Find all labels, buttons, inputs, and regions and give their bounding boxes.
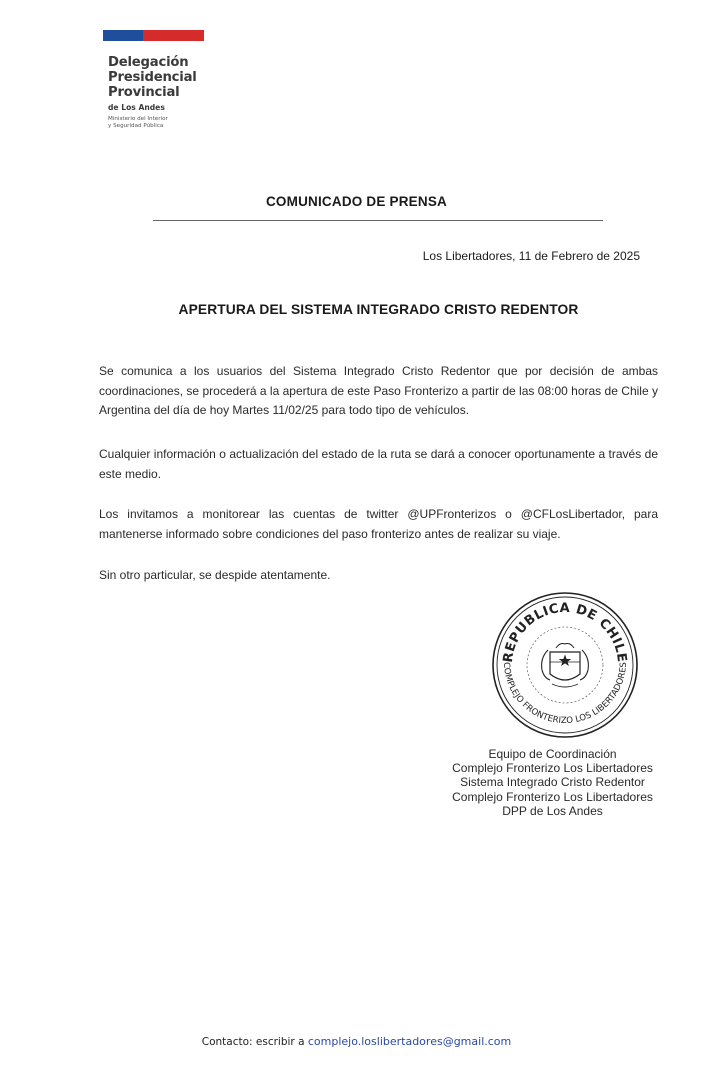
signature-block <box>440 747 665 818</box>
paragraph-3: Los invitamos a monitorear las cuentas de twitter @UPFronterizos o @CFLosLibertador, para mantenerse informado sobre condiciones del paso fronterizo antes de realizar su viaje. <box>99 507 658 541</box>
paragraph-2: Cualquier información o actualización del estado de la ruta se dará a conocer oportunamente a través de este medio. <box>99 447 658 481</box>
contact-email-link[interactable]: complejo.loslibertadores@gmail.com <box>307 1035 512 1048</box>
signature-line-2: Complejo Fronterizo Los Libertadores <box>452 761 653 776</box>
org-logo-text <box>108 55 197 130</box>
signature-line-5: DPP de Los Andes <box>502 803 603 818</box>
svg-text:COMPLEJO FRONTERIZO LOS LIBERT: COMPLEJO FRONTERIZO LOS LIBERTADORES <box>500 661 630 727</box>
footer-contact <box>0 1035 713 1048</box>
ministry-line-2: y Seguridad Pública <box>108 123 164 129</box>
svg-text:REPUBLICA DE CHILE: REPUBLICA DE CHILE <box>500 600 630 664</box>
org-sub: de Los Andes <box>108 103 165 112</box>
signature-line-1: Equipo de Coordinación <box>488 747 617 761</box>
signature-line-3: Sistema Integrado Cristo Redentor <box>460 775 645 790</box>
document-date: Los Libertadores, 11 de Febrero de 2025 <box>422 249 640 263</box>
title-divider <box>153 220 603 221</box>
official-seal-stamp <box>490 590 640 740</box>
signature-line-4: Complejo Fronterizo Los Libertadores <box>452 789 653 804</box>
contact-label: Contacto: escribir a <box>201 1036 305 1048</box>
paragraph-4: Sin otro particular, se despide atentamente. <box>99 568 331 582</box>
org-line-1: Delegación <box>108 55 189 70</box>
flag-red-stripe <box>143 30 204 41</box>
ministry-line-1: Ministerio del Interior <box>108 116 168 122</box>
document-subject: APERTURA DEL SISTEMA INTEGRADO CRISTO REDENTOR <box>178 302 579 317</box>
document-title: COMUNICADO DE PRENSA <box>265 194 447 209</box>
flag-blue-stripe <box>103 30 143 41</box>
chile-flag-bar <box>103 30 204 41</box>
org-line-2: Presidencial <box>108 70 197 85</box>
paragraph-1: Se comunica a los usuarios del Sistema Integrado Cristo Redentor que por decisión de ambas coordinaciones, se procederá a la apertura de este Paso Fronterizo a partir de las 08:00 horas de Chile y Argentina del día de hoy Martes 11/02/25 para todo tipo de vehículos. <box>99 364 658 417</box>
org-line-3: Provincial <box>108 85 180 100</box>
